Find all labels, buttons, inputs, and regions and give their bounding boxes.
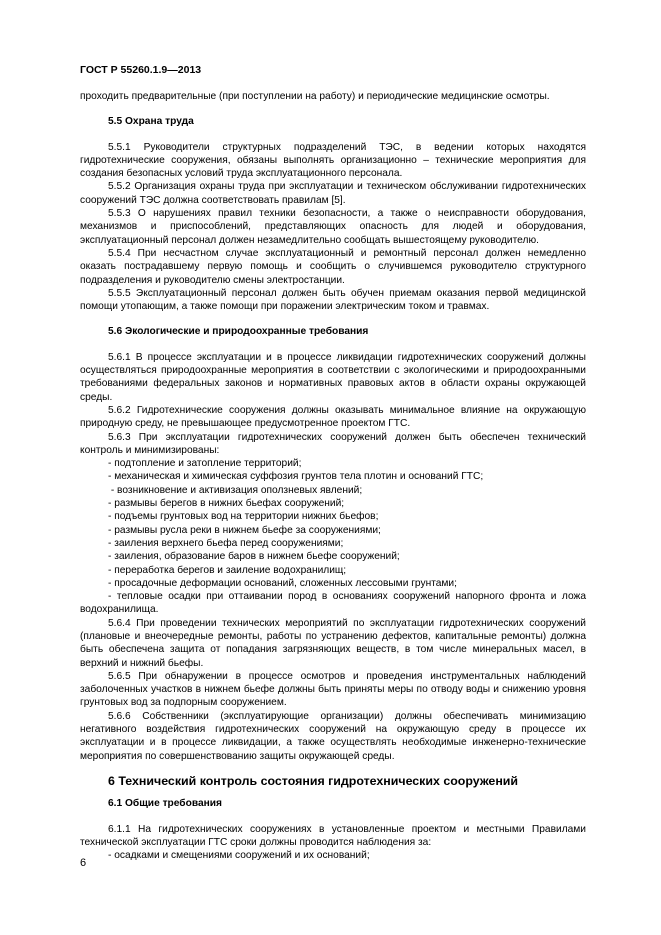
list-item-last: - тепловые осадки при оттаивании пород в основаниях сооружений напорного фронта и ложа водохранилища. [80,591,586,616]
list-item: - переработка берегов и заиление водохранилищ; [108,564,347,576]
document-header: ГОСТ Р 55260.1.9—2013 [80,64,202,76]
list-item: - заиления верхнего бьефа перед сооружениями; [108,537,344,549]
paragraph-5-5-4: 5.5.4 При несчастном случае эксплуатационный и ремонтный персонал должен немедленно оказать пострадавшему первую помощь и сообщить о случившемся руководителю структурного подразделения и руководителю смены электростанции. [80,247,586,286]
section-heading-5-5: 5.5 Охрана труда [108,116,194,128]
paragraph-6-1-1: 6.1.1 На гидротехнических сооружениях в установленные проектом и местными Правилами технической эксплуатации ГТС сроки должны проводится наблюдения за: [80,823,586,848]
paragraph-5-5-5: 5.5.5 Эксплуатационный персонал должен быть обучен приемам оказания первой медицинской помощи утопающим, а также помощи при поражении электрическим током и травмах. [80,287,586,313]
list-item: - заиления, образование баров в нижнем бьефе сооружений; [108,551,400,563]
paragraph-5-6-6: 5.6.6 Собственники (эксплуатирующие организации) должны обеспечивать минимизацию негативного воздействия гидротехнических сооружений на окружающую среду в процессе их эксплуатации и в процессе ликвидации, а также осуществлять необходимые инженерно-технические мероприятия по совершенствованию защиты окружающей среды. [80,710,586,762]
paragraph-5-5-2: 5.5.2 Организация охраны труда при эксплуатации и техническом обслуживании гидротехнических сооружений ТЭС должна соответствовать правилам [5]. [80,181,586,206]
list-item: - подъемы грунтовых вод на территории нижних бьефов; [108,511,379,523]
list-item: - размывы русла реки в нижнем бьефе за сооружениями; [108,524,381,536]
list-item: - осадками и смещениями сооружений и их оснований; [108,850,370,862]
section-heading-5-6: 5.6 Экологические и природоохранные требования [108,326,369,338]
list-item: - просадочные деформации оснований, сложенных лессовыми грунтами; [108,577,457,589]
paragraph-intro: проходить предварительные (при поступлении на работу) и периодические медицинские осмотры. [80,91,550,102]
list-item: - механическая и химическая суффозия грунтов тела плотин и оснований ГТС; [108,471,484,483]
paragraph-5-6-4: 5.6.4 При проведении технических мероприятий по эксплуатации гидротехнических сооружений (плановые и внеочередные ремонты, работы по устранению дефектов, капитальные ремонты) должна быть обеспечена защита от попадания загрязняющих веществ, в том числе минеральных масел, в верхний и нижний бьефы. [80,617,586,669]
page-number: 6 [80,857,87,869]
paragraph-5-6-5: 5.6.5 При обнаружении в процессе осмотров и проведения инструментальных наблюдений заболоченных участков в нижнем бьефе должны быть приняты меры по отводу воды и снижению уровня грунтовых вод за подпорным сооружением. [80,670,586,709]
paragraph-5-6-2: 5.6.2 Гидротехнические сооружения должны оказывать минимальное влияние на окружающую природную среду, не превышающее предусмотренное проектом ГТС. [80,404,586,430]
section-heading-6-1: 6.1 Общие требования [108,798,222,810]
document-body [80,90,586,862]
paragraph-5-5-3: 5.5.3 О нарушениях правил техники безопасности, а также о неисправности оборудования, механизмов и приспособлений, представляющих опасность для людей и оборудования, эксплуатационный персонал должен незамедлительно сообщать вышестоящему руководителю. [80,208,586,246]
list-item: - размывы берегов в нижних бьефах сооружений; [108,498,345,510]
chapter-heading-6: 6 Технический контроль состояния гидротехнических сооружений [108,773,519,788]
paragraph-5-6-3: 5.6.3 При эксплуатации гидротехнических сооружений должен быть обеспечен технический контроль и минимизированы: [80,431,586,456]
list-item: - возникновение и активизация оползневых явлений; [108,484,363,496]
list-item: - подтопление и затопление территорий; [108,458,302,470]
paragraph-5-6-1: 5.6.1 В процессе эксплуатации и в процессе ликвидации гидротехнических сооружений должны осуществляться природоохранные мероприятия в соответствии с экологическими и природоохранными требованиями федеральных законов и нормативных правовых актов в области охраны окружающей среды. [80,351,586,403]
paragraph-5-5-1: 5.5.1 Руководители структурных подразделений ТЭС, в ведении которых находятся гидротехнические сооружения, обязаны выполнять организационно – технические мероприятия для создания безопасных условий труда эксплуатационного персонала. [80,141,586,180]
